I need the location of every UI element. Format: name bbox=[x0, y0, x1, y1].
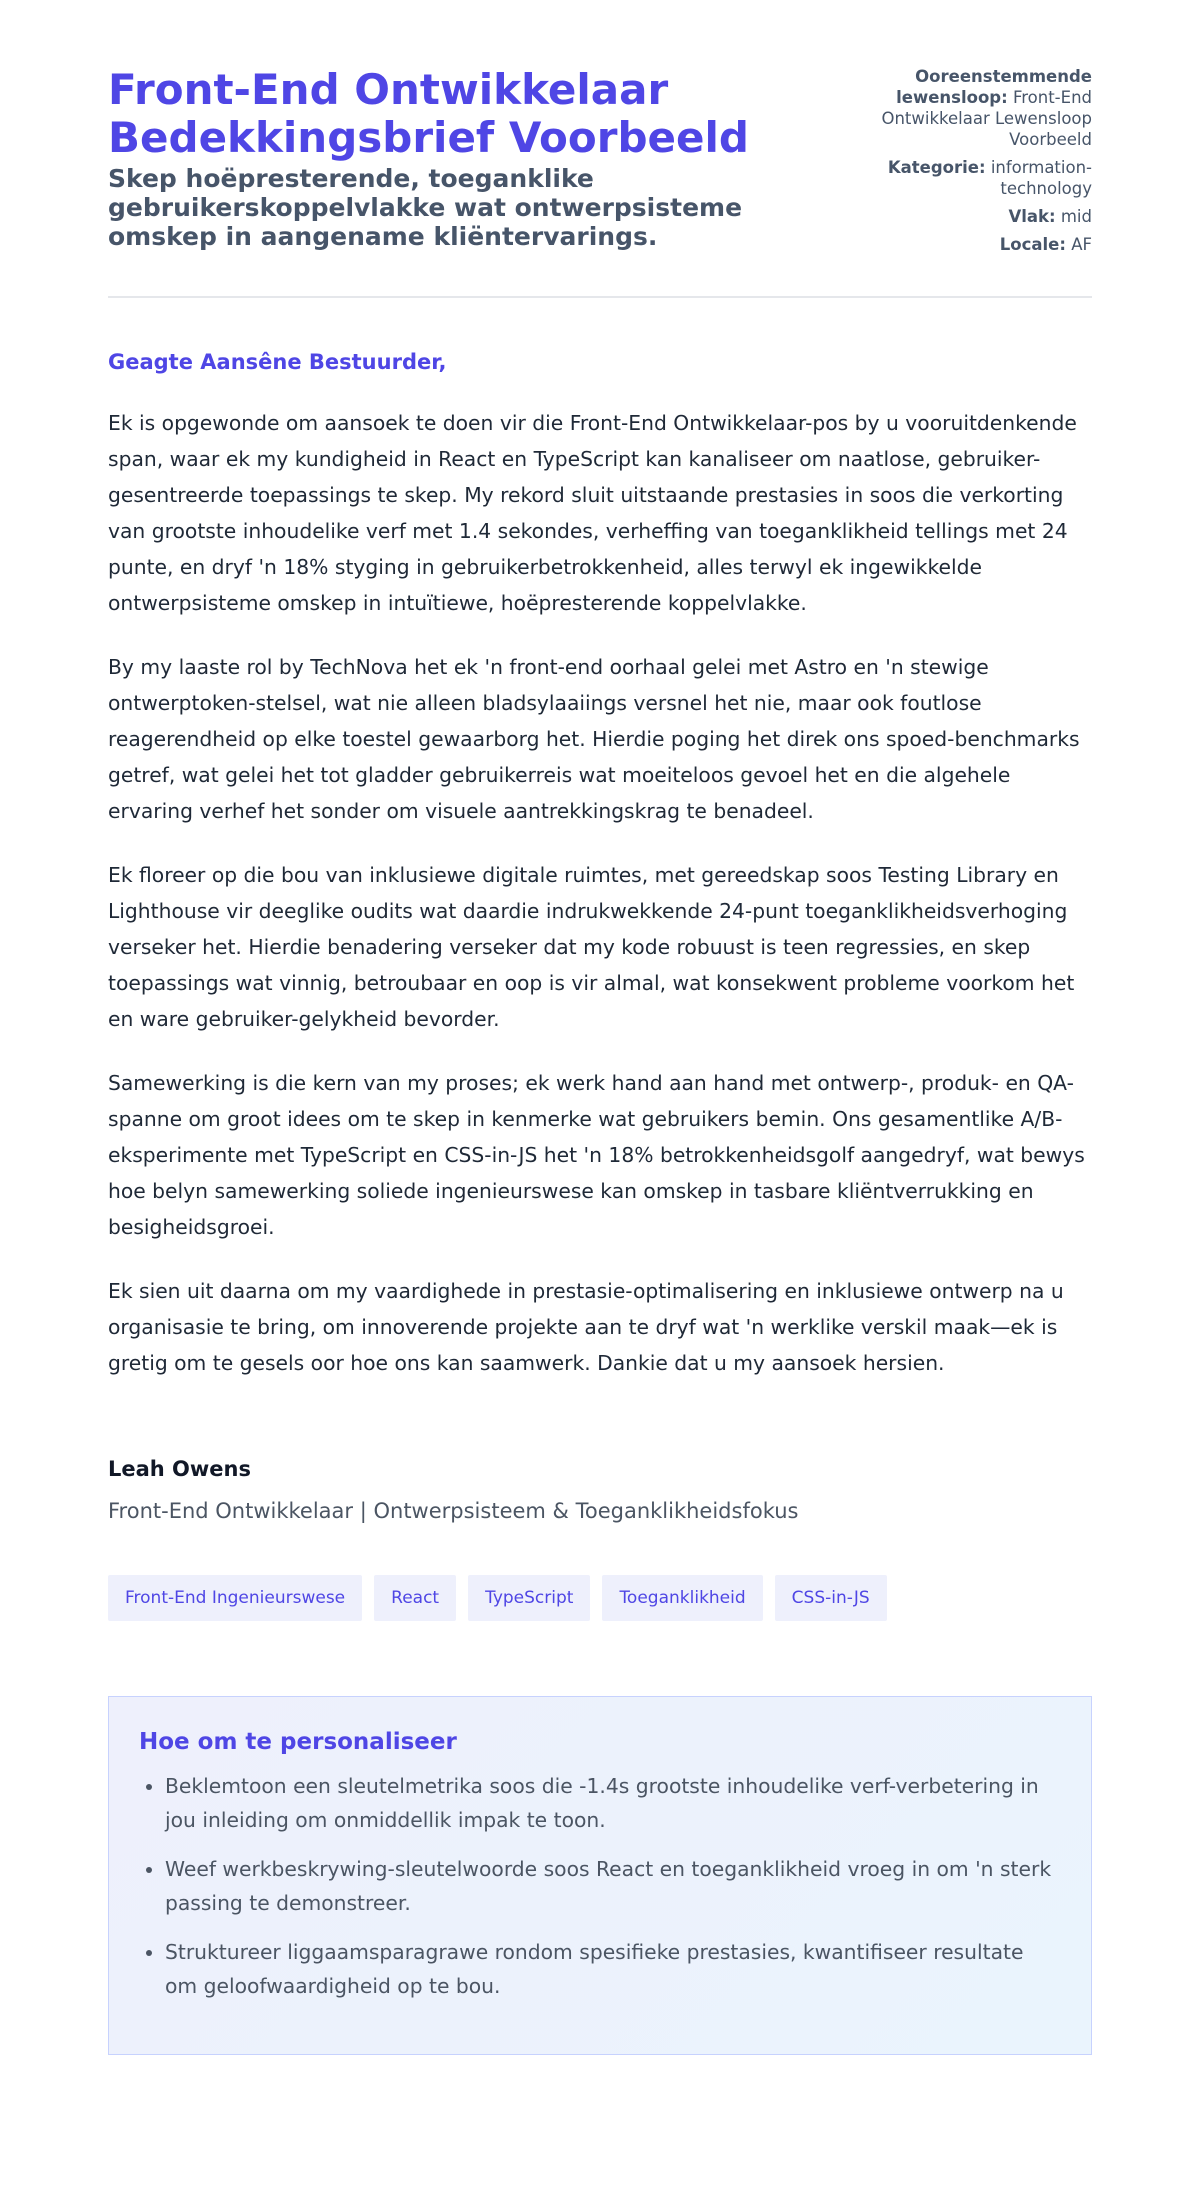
skill-tag[interactable]: CSS-in-JS bbox=[775, 1575, 887, 1621]
skill-tag[interactable]: React bbox=[374, 1575, 456, 1621]
letter-paragraph: By my laaste rol by TechNova het ek 'n front-end oorhaal gelei met Astro en 'n stewige ontwerptoken-stelsel, wat nie alleen bladsylaaiings versnel het nie, maar ook foutlose reagerendheid op elke toestel gewaarborg het. Hierdie poging het direk ons spoed-benchmarks getref, wat gelei het tot gladder gebruikerreis wat moeiteloos gevoel het en die algehele ervaring verhef het sonder om visuele aantrekkingskrag te benadeel. bbox=[108, 655, 1080, 823]
meta-level-label: Vlak: bbox=[1008, 207, 1056, 226]
page-title bbox=[108, 66, 768, 162]
meta-panel bbox=[832, 66, 1092, 262]
page-title-line-1: Front-End Ontwikkelaar bbox=[108, 65, 669, 114]
meta-level bbox=[832, 206, 1092, 227]
meta-level-value: mid bbox=[1060, 207, 1092, 226]
meta-locale-label: Locale: bbox=[999, 235, 1066, 254]
meta-category-value: information-technology bbox=[990, 158, 1092, 198]
skill-tag[interactable]: Front-End Ingenieurswese bbox=[108, 1575, 362, 1621]
letter-paragraph: Ek sien uit daarna om my vaardighede in prestasie-optimalisering en inklusiewe ontwerp na u organisasie te bring, om innoverende projekte aan te dryf wat 'n werklike verskil maak—ek is gretig om te gesels oor hoe ons kan saamwerk. Dankie dat u my aansoek hersien. bbox=[108, 1279, 1064, 1375]
page-title-line-2: Bedekkingsbrief Voorbeeld bbox=[108, 113, 749, 162]
letter-paragraph: Samewerking is die kern van my proses; ek werk hand aan hand met ontwerp-, produk- en QA-spanne om groot idees om te skep in kenmerke wat gebruikers bemin. Ons gesamentlike A/B-eksperimente met TypeScript en CSS-in-JS het 'n 18% betrokkenheidsgolf aangedryf, wat bewys hoe belyn samewerking soliede ingenieurswese kan omskep in tasbare kliëntverrukking en besigheidsgroei. bbox=[108, 1071, 1085, 1239]
meta-resume-label: Ooreenstemmende lewensloop: bbox=[896, 67, 1092, 107]
page-header bbox=[108, 66, 1092, 298]
tips-title: Hoe om te personaliseer bbox=[139, 1729, 457, 1755]
tips-list bbox=[139, 1769, 1061, 2003]
header-title-block bbox=[108, 66, 768, 251]
meta-locale-value: AF bbox=[1071, 235, 1092, 254]
meta-category bbox=[832, 157, 1092, 199]
signature-title: Front-End Ontwikkelaar | Ontwerpsisteem & Toeganklikheidsfokus bbox=[108, 1499, 799, 1523]
meta-resume-value[interactable]: Front-End Ontwikkelaar Lewensloop Voorbeeld bbox=[881, 88, 1092, 149]
meta-locale bbox=[832, 234, 1092, 255]
skill-tag[interactable]: Toeganklikheid bbox=[602, 1575, 762, 1621]
page-subtitle: Skep hoëpresterende, toeganklike gebruikerskoppelvlakke wat ontwerpsisteme omskep in aangename kliëntervarings. bbox=[108, 164, 743, 251]
signature-name: Leah Owens bbox=[108, 1457, 252, 1481]
letter-paragraph: Ek is opgewonde om aansoek te doen vir die Front-End Ontwikkelaar-pos by u vooruitdenkende span, waar ek my kundigheid in React en TypeScript kan kanaliseer om naatlose, gebruiker-gesentreerde toepassings te skep. My rekord sluit uitstaande prestasies in soos die verkorting van grootste inhoudelike verf met 1.4 sekondes, verheffing van toeganklikheid tellings met 24 punte, en dryf 'n 18% styging in gebruikerbetrokkenheid, alles terwyl ek ingewikkelde ontwerpsisteme omskep in intuïtiewe, hoëpresterende koppelvlakke. bbox=[108, 411, 1077, 615]
skill-tags bbox=[108, 1575, 1092, 1621]
meta-category-label: Kategorie: bbox=[887, 158, 986, 177]
letter-paragraph: Ek floreer op die bou van inklusiewe digitale ruimtes, met gereedskap soos Testing Library en Lighthouse vir deeglike oudits wat daardie indrukwekkende 24-punt toeganklikheidsverhoging verseker het. Hierdie benadering verseker dat my kode robuust is teen regressies, en skep toepassings wat vinnig, betroubaar en oop is vir almal, wat konsekwent probleme voorkom het en ware gebruiker-gelykheid bevorder. bbox=[108, 863, 1075, 1031]
tip-item: • Weef werkbeskrywing-sleutelwoorde soos React en toeganklikheid vroeg in om 'n sterk passing te demonstreer. bbox=[165, 1852, 1061, 1920]
tip-item: • Struktureer liggaamsparagrawe rondom spesifieke prestasies, kwantifiseer resultate om geloofwaardigheid op te bou. bbox=[165, 1935, 1061, 2003]
tip-item: • Beklemtoon een sleutelmetrika soos die -1.4s grootste inhoudelike verf-verbetering in jou inleiding om onmiddellik impak te toon. bbox=[165, 1769, 1061, 1837]
skill-tag[interactable]: TypeScript bbox=[468, 1575, 590, 1621]
meta-resume bbox=[832, 66, 1092, 150]
personalization-tips-box bbox=[108, 1696, 1092, 2055]
letter-greeting: Geagte Aansêne Bestuurder, bbox=[108, 350, 447, 374]
